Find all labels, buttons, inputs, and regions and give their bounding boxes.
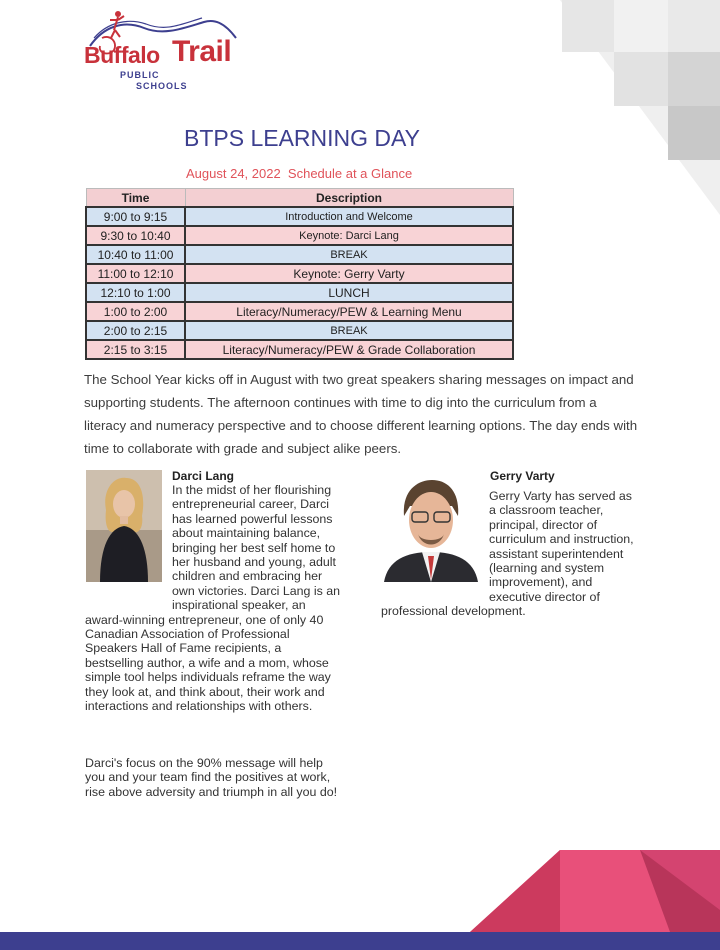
- page-title: BTPS LEARNING DAY: [184, 125, 421, 151]
- row-description: Keynote: Darci Lang: [185, 226, 513, 245]
- darci-lang-bio: [85, 483, 341, 714]
- logo: [84, 8, 244, 94]
- row-description: Literacy/Numeracy/PEW & Grade Collaboration: [185, 340, 513, 359]
- table-row: [86, 226, 513, 245]
- row-time: 9:30 to 10:40: [86, 226, 185, 245]
- gerry-varty-bio-text: Gerry Varty has served as a classroom teacher, principal, director of curriculum and instruction, assistant superintendent (learning and system improvement), and executive director of professional development.: [381, 489, 634, 619]
- table-row: [86, 264, 513, 283]
- row-time: 2:00 to 2:15: [86, 321, 185, 340]
- table-row: [86, 302, 513, 321]
- row-time: 11:00 to 12:10: [86, 264, 185, 283]
- table-row: [86, 283, 513, 302]
- row-time: 9:00 to 9:15: [86, 207, 185, 226]
- darci-lang-bio-text: In the midst of her flourishing entrepreneurial career, Darci has learned powerful lessons about maintaining balance, bringing her best self home to her husband and young, adult children and embracing her own victories. Darci Lang is an inspirational speaker, an award-winning entrepreneur, one of only 40 Canadian Association of Professional Speakers Hall of Fame recipients, a bestselling author, a wife and a mom, whose simple tool helps individuals reframe the way they look at, and think about, their work and interactions and relationships with others.: [85, 483, 341, 714]
- row-description: Introduction and Welcome: [185, 207, 513, 226]
- row-time: 1:00 to 2:00: [86, 302, 185, 321]
- table-row: [86, 245, 513, 264]
- table-row: [86, 207, 513, 226]
- table-row: [86, 340, 513, 359]
- gerry-varty-bio: [381, 489, 639, 619]
- row-description: LUNCH: [185, 283, 513, 302]
- row-time: 10:40 to 11:00: [86, 245, 185, 264]
- row-time: 2:15 to 3:15: [86, 340, 185, 359]
- intro-paragraph: The School Year kicks off in August with two great speakers sharing messages on impact and supporting students. The afternoon continues with time to dig into the curriculum from a literacy and numeracy perspective and to choose different learning options. The day ends with time to collaborate with grade and subject alike peers.: [84, 372, 638, 456]
- logo-word-trail: Trail: [172, 35, 232, 68]
- logo-public: PUBLIC: [120, 70, 160, 80]
- schedule-table: [85, 188, 514, 360]
- decorative-corner-top: [500, 0, 720, 220]
- table-header-row: [86, 189, 513, 208]
- row-time: 12:10 to 1:00: [86, 283, 185, 302]
- darci-lang-name: Darci Lang: [172, 469, 235, 483]
- table-row: [86, 321, 513, 340]
- header-time: Time: [86, 189, 185, 208]
- page-subtitle: August 24, 2022 Schedule at a Glance: [186, 166, 413, 181]
- header-description: Description: [185, 189, 513, 208]
- darci-lang-bio-2: Darci's focus on the 90% message will help you and your team find the positives at work, rise above adversity and triumph in all you do!: [85, 756, 338, 799]
- row-description: Keynote: Gerry Varty: [185, 264, 513, 283]
- row-description: BREAK: [185, 321, 513, 340]
- gerry-varty-name: Gerry Varty: [490, 469, 555, 483]
- logo-schools: SCHOOLS: [136, 81, 188, 91]
- decorative-corner-bottom: [470, 850, 720, 932]
- row-description: BREAK: [185, 245, 513, 264]
- row-description: Literacy/Numeracy/PEW & Learning Menu: [185, 302, 513, 321]
- footer-bar: [0, 932, 720, 950]
- logo-word-buffalo: Buffalo: [84, 42, 160, 68]
